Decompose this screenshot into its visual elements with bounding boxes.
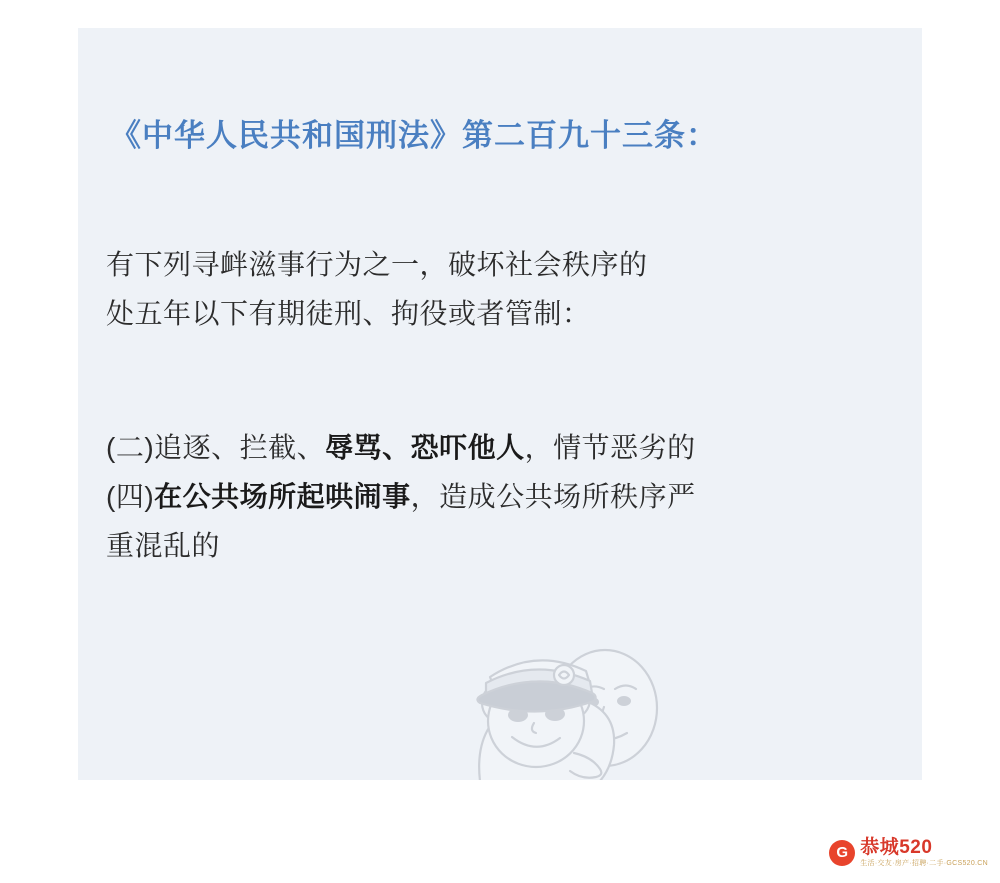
law-item-2-prefix: (二)追逐、拦截、: [106, 432, 326, 463]
logo-subtitle: 生活·交友·房产·招聘·二手·GCS520.CN: [860, 860, 988, 867]
law-paragraph-items: [106, 423, 896, 570]
law-line-1: 有下列寻衅滋事行为之一，破坏社会秩序的: [106, 249, 648, 280]
law-item-4-prefix: (四): [106, 481, 155, 512]
card-title: 《中华人民共和国刑法》第二百九十三条：: [110, 118, 718, 153]
law-line-2: 处五年以下有期徒刑、拘役或者管制：: [106, 298, 591, 329]
law-item-2-emphasis: 辱骂、恐吓他人: [325, 432, 525, 463]
site-logo: [829, 838, 988, 867]
law-item-4-emphasis: 在公共场所起哄闹事: [154, 481, 411, 512]
law-quote-card: [78, 28, 922, 780]
law-item-4-suffix: ，造成公共场所秩序严: [410, 481, 696, 512]
logo-text-wrap: [860, 838, 988, 867]
panda-meme-police-watermark-icon: [368, 603, 698, 780]
card-content: [78, 28, 922, 780]
law-item-4-continued: 重混乱的: [106, 530, 221, 561]
logo-mark-icon: G: [829, 840, 855, 866]
law-item-2-suffix: ，情节恶劣的: [524, 432, 696, 463]
logo-text: 恭城520: [860, 837, 933, 858]
law-paragraph-general: [106, 240, 896, 338]
law-item-4: [106, 472, 896, 521]
law-item-2: [106, 423, 896, 472]
